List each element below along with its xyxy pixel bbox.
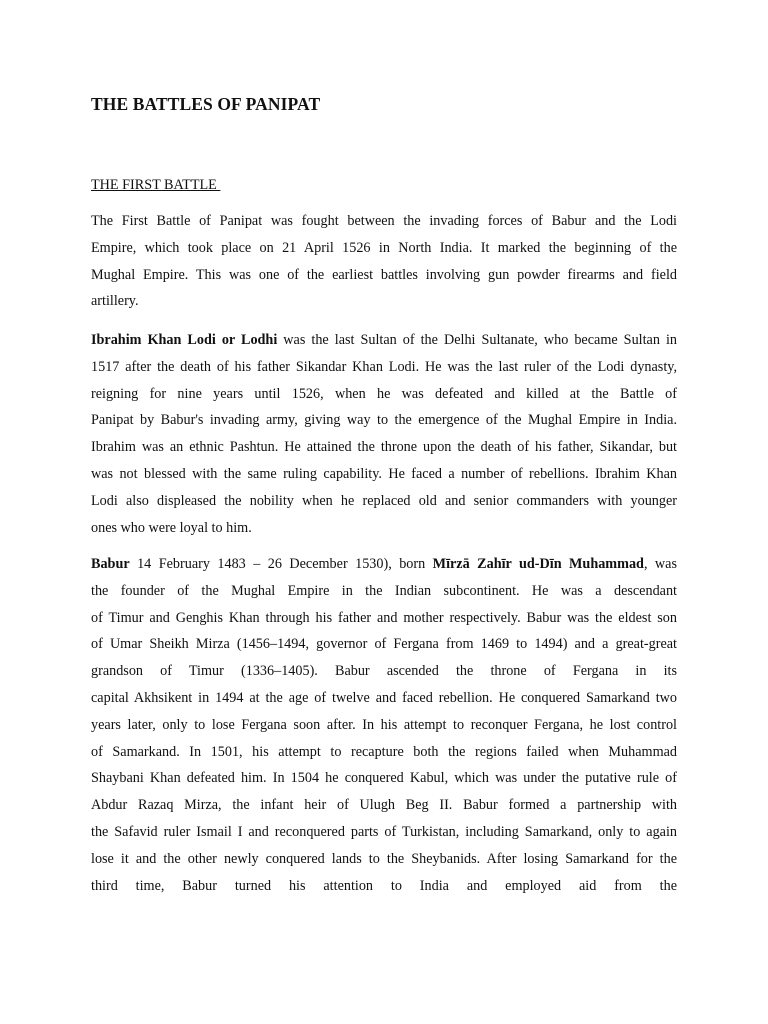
- text-line: was not blessed with the same ruling capability. He faced a number of rebellions. Ibrahim Khan: [91, 465, 677, 482]
- text-line: Empire, which took place on 21 April 1526 in North India. It marked the beginning of the: [91, 239, 677, 256]
- text-line: grandson of Timur (1336–1405). Babur ascended the throne of Fergana in its: [91, 663, 677, 680]
- bold-name-babur: Mīrzā Zahīr ud-Dīn Muhammad: [432, 556, 644, 572]
- text-line: reigning for nine years until 1526, when he was defeated and killed at the Battle of: [91, 385, 677, 402]
- text-line: The First Battle of Panipat was fought between the invading forces of Babur and the Lodi: [91, 213, 677, 229]
- text-line: ones who were loyal to him.: [91, 519, 252, 536]
- text-run: , was: [643, 556, 677, 572]
- text-run: 14 February 1483 – 26 December 1530), born: [129, 556, 433, 572]
- text-line: the Safavid ruler Ismail I and reconquered parts of Turkistan, including Samarkand, only to again: [91, 823, 677, 840]
- text-line: Lodi also displeased the nobility when he replaced old and senior commanders with younger: [91, 492, 677, 509]
- text-line: 1517 after the death of his father Sikandar Khan Lodi. He was the last ruler of the Lodi dynasty,: [91, 358, 677, 375]
- paragraph-ibrahim-lodi: [91, 327, 677, 541]
- text-line: the founder of the Mughal Empire in the Indian subcontinent. He was a descendant: [91, 582, 677, 599]
- text-line: of Timur and Genghis Khan through his father and mother respectively. Babur was the eldest son: [91, 609, 677, 626]
- text-line: [91, 327, 677, 354]
- paragraph-first-battle-intro: [91, 208, 677, 315]
- text-line: lose it and the other newly conquered lands to the Sheybanids. After losing Samarkand for the: [91, 850, 677, 867]
- text-line: Mughal Empire. This was one of the earliest battles involving gun powder firearms and field: [91, 266, 677, 283]
- document-title: THE BATTLES OF PANIPAT: [91, 94, 321, 114]
- paragraph-babur: [91, 551, 677, 899]
- section-heading-first-battle: THE FIRST BATTLE: [91, 177, 221, 193]
- text-line: Shaybani Khan defeated him. In 1504 he conquered Kabul, which was under the putative rule of: [91, 770, 677, 787]
- text-line: third time, Babur turned his attention to India and employed aid from the: [91, 877, 677, 894]
- text-line: artillery.: [91, 293, 139, 310]
- text-line: Abdur Razaq Mirza, the infant heir of Ulugh Beg II. Babur formed a partnership with: [91, 797, 677, 814]
- bold-lead-babur: Babur: [91, 556, 130, 572]
- bold-lead-ibrahim: Ibrahim Khan Lodi or Lodhi: [91, 332, 278, 348]
- text-line: Panipat by Babur's invading army, giving way to the emergence of the Mughal Empire in India.: [91, 412, 677, 429]
- text-line: of Umar Sheikh Mirza (1456–1494, governor of Fergana from 1469 to 1494) and a great-great: [91, 636, 677, 653]
- text-line: Ibrahim was an ethnic Pashtun. He attained the throne upon the death of his father, Sikandar, but: [91, 439, 677, 456]
- text-line: years later, only to lose Fergana soon after. In his attempt to reconquer Fergana, he lost control: [91, 716, 677, 733]
- text-line: capital Akhsikent in 1494 at the age of twelve and faced rebellion. He conquered Samarkand two: [91, 689, 677, 706]
- text-run: was the last Sultan of the Delhi Sultanate, who became Sultan in: [277, 332, 677, 348]
- text-line: of Samarkand. In 1501, his attempt to recapture both the regions failed when Muhammad: [91, 743, 677, 760]
- text-line: [91, 551, 677, 578]
